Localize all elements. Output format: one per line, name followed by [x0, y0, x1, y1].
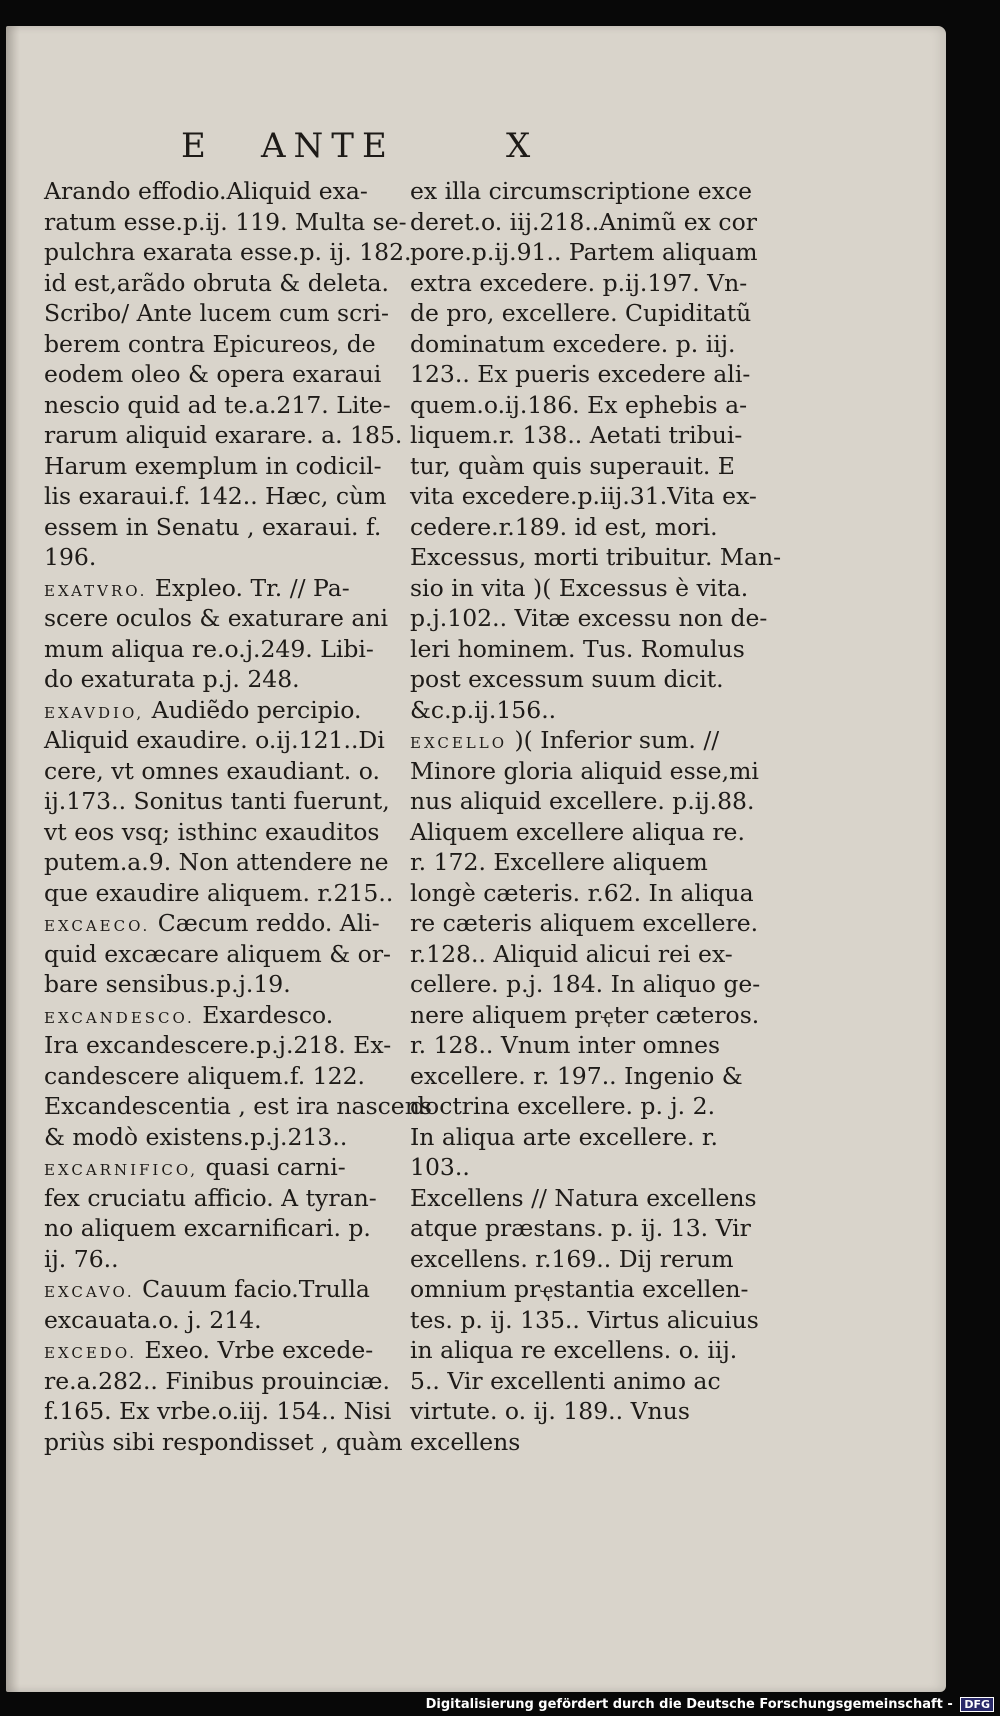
line-text: de pro, excellere. Cupiditatũ — [410, 299, 752, 327]
text-line — [44, 1183, 439, 1214]
line-text: do exaturata p.j. 248. — [44, 665, 300, 693]
text-line — [44, 451, 439, 482]
text-line — [44, 939, 439, 970]
line-text: ratum esse.p.ij. 119. Multa se- — [44, 207, 407, 236]
dfg-logo: DFG — [960, 1697, 994, 1712]
entry-headword: EXCELLO — [410, 734, 508, 752]
text-line — [410, 1091, 805, 1122]
line-text: mum aliqua re.o.j.249. Libi- — [44, 634, 374, 663]
text-line — [410, 542, 805, 573]
text-line — [44, 1091, 439, 1122]
line-text: f.165. Ex vrbe.o.iij. 154.. Nisi — [44, 1397, 392, 1425]
text-line — [410, 298, 805, 329]
line-text: nus aliquid excellere. p.ij.88. — [410, 787, 755, 815]
line-text: Minore gloria aliquid esse,mi — [410, 756, 759, 785]
line-text: no aliquem excarnificari. p. — [44, 1214, 371, 1242]
text-line — [44, 1274, 439, 1305]
text-line — [44, 1335, 439, 1366]
text-line — [410, 207, 805, 238]
text-line — [410, 451, 805, 482]
line-text: 5.. Vir excellenti animo ac — [410, 1366, 721, 1395]
text-line — [410, 1335, 805, 1366]
text-line — [44, 786, 439, 817]
line-text: bare sensibus.p.j.19. — [44, 970, 291, 998]
text-line — [410, 908, 805, 939]
text-line — [44, 1213, 439, 1244]
text-line — [44, 237, 439, 268]
text-line — [410, 359, 805, 390]
line-text: quem.o.ij.186. Ex ephebis a- — [410, 390, 748, 419]
footer-text: Digitalisierung gefördert durch die Deutsche Forschungsgemeinschaft - — [425, 1697, 953, 1712]
line-text: sio in vita )( Excessus è vita. — [410, 573, 749, 602]
line-text: quasi carni- — [198, 1153, 346, 1181]
text-line — [410, 786, 805, 817]
text-line — [44, 1427, 439, 1458]
line-text: ex illa circumscriptione exce — [410, 177, 753, 205]
left-column — [44, 176, 439, 1457]
line-text: post excessum suum dicit. — [410, 665, 724, 693]
line-text: Aliquid exaudire. o.ij.121..Di — [44, 726, 385, 754]
text-line — [410, 1427, 805, 1458]
line-text: essem in Senatu , exaraui. f. — [44, 512, 382, 541]
line-text: Expleo. Tr. // Pa- — [147, 573, 350, 602]
text-line — [410, 1244, 805, 1275]
line-text: 196. — [44, 543, 97, 571]
line-text: fex cruciatu afficio. A tyran- — [44, 1183, 377, 1212]
line-text: & modò existens.p.j.213.. — [44, 1122, 348, 1151]
line-text: p.j.102.. Vitæ excessu non de- — [410, 604, 768, 632]
line-text: virtute. o. ij. 189.. Vnus — [410, 1397, 690, 1425]
text-line — [44, 1244, 439, 1275]
line-text: berem contra Epicureos, de — [44, 329, 376, 358]
text-line — [44, 1122, 439, 1153]
text-line — [410, 664, 805, 695]
text-line — [410, 695, 805, 726]
line-text: que exaudire aliquem. r.215.. — [44, 878, 394, 907]
text-line — [410, 512, 805, 543]
line-text: r.128.. Aliquid alicui rei ex- — [410, 939, 733, 968]
header-left-letter: E — [181, 126, 212, 166]
line-text: excauata.o. j. 214. — [44, 1305, 262, 1334]
text-line — [44, 969, 439, 1000]
text-line — [44, 1396, 439, 1427]
line-text: rarum aliquid exarare. a. 185. — [44, 421, 403, 449]
line-text: deret.o. iij.218..Animũ ex cor — [410, 207, 757, 236]
line-text: Excandescentia , est ira nascens — [44, 1092, 432, 1120]
line-text: cellere. p.j. 184. In aliquo ge- — [410, 970, 761, 998]
line-text: vt eos vsq; isthinc exauditos — [44, 817, 380, 846]
entry-headword: EXCAVO. — [44, 1283, 135, 1301]
text-line — [410, 1366, 805, 1397]
line-text: putem.a.9. Non attendere ne — [44, 848, 389, 876]
line-text: In aliqua arte excellere. r. — [410, 1122, 719, 1151]
text-line — [44, 878, 439, 909]
text-line — [410, 1274, 805, 1305]
text-line — [44, 542, 439, 573]
line-text: excellens — [410, 1427, 521, 1456]
funding-footer — [426, 1697, 994, 1712]
text-line — [410, 969, 805, 1000]
text-line — [44, 329, 439, 360]
line-text: cere, vt omnes exaudiant. o. — [44, 756, 380, 785]
header-right-letter: X — [506, 126, 537, 166]
entry-headword: EXCARNIFICO, — [44, 1161, 199, 1179]
line-text: cedere.r.189. id est, mori. — [410, 512, 718, 541]
line-text: eodem oleo & opera exaraui — [44, 360, 382, 388]
line-text: Scribo/ Ante lucem cum scri- — [44, 299, 389, 327]
text-line — [410, 329, 805, 360]
entry-headword: EXCEDO. — [44, 1344, 138, 1362]
text-line — [44, 603, 439, 634]
running-header — [6, 126, 946, 176]
entry-headword: EXAVDIO, — [44, 703, 145, 722]
text-line — [410, 1122, 805, 1153]
entry-headword: EXCAECO. — [44, 917, 151, 935]
line-text: )( Inferior sum. // — [507, 726, 720, 754]
text-line — [410, 725, 805, 756]
line-text: Cæcum reddo. Ali- — [150, 909, 380, 937]
text-line — [44, 695, 439, 726]
line-text: 103.. — [410, 1153, 470, 1181]
text-line — [410, 237, 805, 268]
line-text: Exeo. Vrbe excede- — [137, 1336, 374, 1364]
text-line — [44, 908, 439, 939]
text-line — [44, 1366, 439, 1397]
text-line — [410, 1183, 805, 1214]
line-text: in aliqua re excellens. o. iij. — [410, 1336, 738, 1364]
text-line — [410, 1000, 805, 1031]
text-line — [44, 1000, 439, 1031]
text-line — [410, 390, 805, 421]
line-text: extra excedere. p.ij.197. Vn- — [410, 268, 748, 297]
line-text: r. 172. Excellere aliquem — [410, 848, 708, 876]
text-line — [44, 420, 439, 451]
text-line — [44, 207, 439, 238]
text-line — [410, 481, 805, 512]
line-text: Ira excandescere.p.j.218. Ex- — [44, 1031, 392, 1059]
text-line — [44, 847, 439, 878]
line-text: tur, quàm quis superauit. E — [410, 451, 735, 480]
line-text: priùs sibi respondisset , quàm — [44, 1427, 403, 1456]
text-line — [410, 1030, 805, 1061]
line-text: &c.p.ij.156.. — [410, 695, 557, 724]
line-text: atque præstans. p. ij. 13. Vir — [410, 1214, 751, 1242]
right-column — [410, 176, 805, 1457]
header-middle-word: ANTE — [261, 126, 395, 166]
line-text: longè cæteris. r.62. In aliqua — [410, 878, 754, 907]
line-text: nescio quid ad te.a.217. Lite- — [44, 390, 391, 419]
line-text: ij.173.. Sonitus tanti fuerunt, — [44, 787, 390, 815]
text-line — [44, 573, 439, 604]
line-text: re cæteris aliquem excellere. — [410, 909, 759, 937]
line-text: excellens. r.169.. Dij rerum — [410, 1244, 734, 1273]
book-page — [6, 26, 946, 1692]
text-line — [44, 1305, 439, 1336]
text-line — [410, 603, 805, 634]
line-text: Exardesco. — [194, 1000, 334, 1029]
text-line — [44, 1030, 439, 1061]
line-text: re.a.282.. Finibus prouinciæ. — [44, 1366, 390, 1395]
line-text: Excessus, morti tribuitur. Man- — [410, 543, 782, 571]
line-text: Aliquem excellere aliqua re. — [410, 817, 745, 846]
line-text: pulchra exarata esse.p. ij. 182. — [44, 238, 412, 266]
text-line — [44, 725, 439, 756]
line-text: lis exaraui.f. 142.. Hæc, cùm — [44, 482, 387, 510]
text-line — [410, 1305, 805, 1336]
text-line — [410, 573, 805, 604]
text-line — [44, 390, 439, 421]
line-text: Arando effodio.Aliquid exa- — [44, 177, 368, 205]
line-text: id est,arãdo obruta & deleta. — [44, 268, 389, 297]
line-text: quid excæcare aliquem & or- — [44, 939, 391, 968]
text-line — [410, 176, 805, 207]
text-line — [410, 817, 805, 848]
line-text: Cauum facio.Trulla — [134, 1275, 370, 1303]
line-text: Audiẽdo percipio. — [144, 695, 362, 724]
text-line — [44, 664, 439, 695]
text-line — [44, 359, 439, 390]
line-text: liquem.r. 138.. Aetati tribui- — [410, 421, 743, 449]
line-text: scere oculos & exaturare ani — [44, 604, 389, 632]
line-text: r. 128.. Vnum inter omnes — [410, 1031, 721, 1059]
line-text: Harum exemplum in codicil- — [44, 451, 382, 480]
text-line — [410, 878, 805, 909]
text-line — [44, 298, 439, 329]
text-line — [44, 817, 439, 848]
text-line — [410, 634, 805, 665]
text-line — [410, 939, 805, 970]
text-line — [410, 1213, 805, 1244]
line-text: candescere aliquem.f. 122. — [44, 1061, 366, 1090]
line-text: nere aliquem prҿter cæteros. — [410, 1000, 760, 1029]
text-line — [44, 756, 439, 787]
line-text: tes. p. ij. 135.. Virtus alicuius — [410, 1305, 759, 1334]
text-line — [44, 481, 439, 512]
text-line — [44, 268, 439, 299]
text-line — [410, 268, 805, 299]
text-line — [44, 634, 439, 665]
line-text: vita excedere.p.iij.31.Vita ex- — [410, 482, 757, 510]
line-text: leri hominem. Tus. Romulus — [410, 634, 745, 663]
line-text: Excellens // Natura excellens — [410, 1183, 757, 1212]
text-line — [410, 847, 805, 878]
text-line — [410, 1061, 805, 1092]
line-text: 123.. Ex pueris excedere ali- — [410, 360, 751, 388]
text-line — [44, 512, 439, 543]
line-text: doctrina excellere. p. j. 2. — [410, 1092, 716, 1120]
line-text: omnium prҿstantia excellen- — [410, 1275, 749, 1303]
text-line — [410, 1396, 805, 1427]
line-text: excellere. r. 197.. Ingenio & — [410, 1061, 743, 1090]
line-text: ij. 76.. — [44, 1244, 119, 1273]
line-text: dominatum excedere. p. iij. — [410, 329, 736, 358]
line-text: pore.p.ij.91.. Partem aliquam — [410, 238, 758, 266]
text-line — [410, 756, 805, 787]
text-line — [44, 1152, 439, 1183]
entry-headword: EXATVRO. — [44, 581, 148, 600]
text-line — [410, 1152, 805, 1183]
text-line — [44, 176, 439, 207]
entry-headword: EXCANDESCO. — [44, 1008, 195, 1027]
text-line — [410, 420, 805, 451]
text-line — [44, 1061, 439, 1092]
